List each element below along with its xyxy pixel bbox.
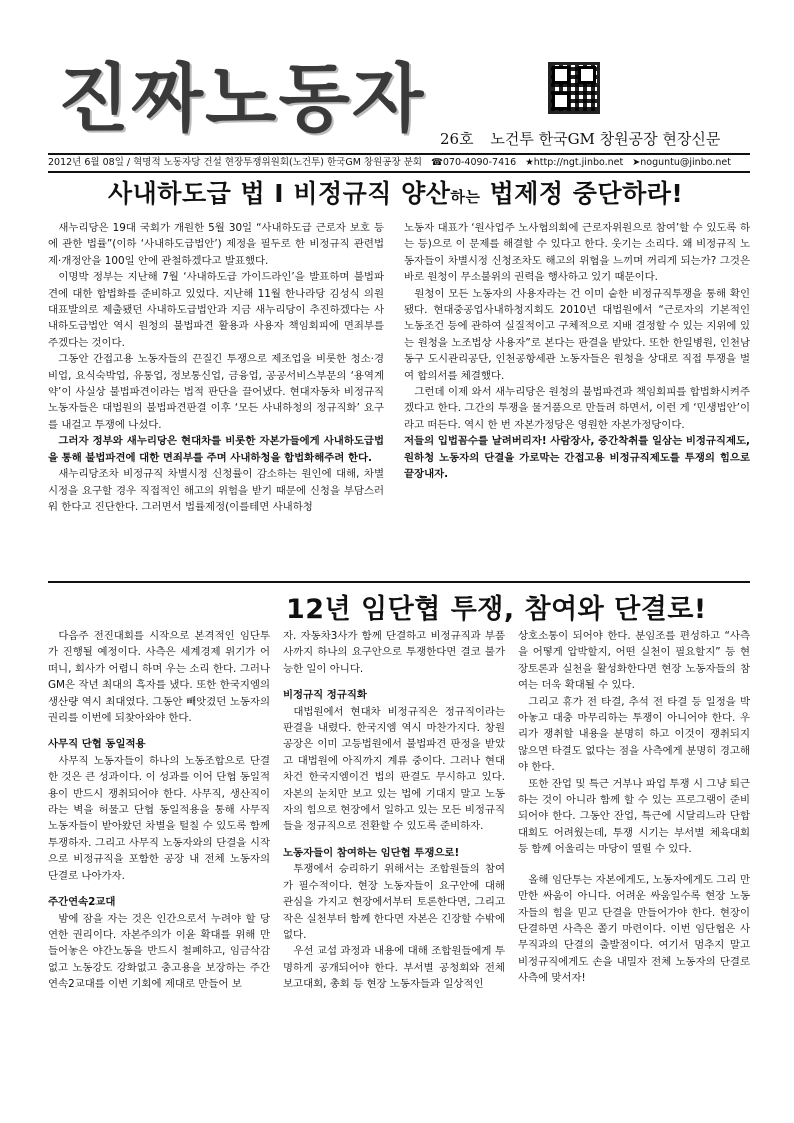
- info-bar: [48, 153, 750, 173]
- paragraph: 그동안 간접고용 노동자들의 끈질긴 투쟁으로 제조업을 비롯한 청소·경비업, 요식숙박업, 유통업, 정보통신업, 금융업, 공공서비스부문의 ‘용역계약’이 사실상 불법파견이라는 법적 판단을 끌어냈다. 현대자동차 비정규직 노동자들은 대법원의 불법파견판결 이후 ‘모든 사내하청의 정규직화’ 요구를 내걸고 투쟁에 나섰다.: [48, 353, 384, 431]
- paragraph: 새누리당은 19대 국회가 개원한 5월 30일 “사내하도급 근로자 보호 등에 관한 법률”(이하 ‘사내하도급법안’) 제정을 필두로 한 비정규직 관련법 제·개정안을 100일 안에 관철하겠다고 발표했다.: [48, 222, 384, 267]
- issue-number: 26호: [440, 130, 474, 148]
- paragraph: 올해 임단투는 자본에게도, 노동자에게도 그리 만만한 싸움이 아니다. 어려운 싸움일수록 현장 노동자들의 힘을 믿고 단결을 만들어가야 한다. 현장이 단결하면 사측은 쫄기 마련이다. 이번 임단협은 사무직과의 단결의 출발점이다. 여기서 멈추지 말고 비정규직에게도 손을 내밀자 전체 노동자의 단결로 사측에 맞서자!: [518, 873, 750, 985]
- subheading: 노동자들이 참여하는 임단협 투쟁으로!: [283, 846, 460, 859]
- subheading: 주간연속2교대: [48, 896, 116, 909]
- paragraph: 다음주 전진대회를 시작으로 본격적인 임단투가 진행될 예정이다. 사측은 세계경제 위기가 어떠니, 회사가 어렵니 하며 우는 소리 한다. 그러나 GM은 작년 최대의 흑자를 냈다. 또한 한국지엠의 생산량 역시 최대였다. 그동안 빼앗겼던 노동자의 권리를 이번에 되찾아와야 한다.: [48, 630, 270, 725]
- paragraph: 사무직 노동자들이 하나의 노동조합으로 단결한 것은 큰 성과이다. 이 성과를 이어 단협 동일적용이 반드시 쟁취되어야 한다. 사무직, 생산직이라는 벽을 허물고 단협 동일적용을 통해 사무직 노동자들이 받아왔던 차별을 털칠 수 있도록 함께 투쟁하자. 그리고 사무직 노동자와의 단결을 시작으로 비정규직을 포함한 공장 내 전체 노동자의 단결로 나아가자.: [48, 754, 270, 882]
- paragraph: 그리고 휴가 전 타결, 추석 전 타결 등 일정을 박아놓고 대충 마무리하는 투쟁이 아니어야 한다. 우리가 쟁취할 내용을 분명히 하고 이것이 쟁취되지 않으면 타결도 없다는 점을 사측에게 분명히 경고해야 한다.: [518, 695, 750, 774]
- paragraph: 대법원에서 현대차 비정규직은 정규직이라는 판결을 내렸다. 한국지엠 역시 마찬가지다. 창원공장은 이미 고등법원에서 불법파견 판정을 받았고 대법원에 아직까지 계류 중이다. 그러나 현대차건 한국지엠이건 법의 판결도 무시하고 있다. 자본의 눈치만 보고 있는 법에 기대지 말고 노동자의 힘으로 현장에서 일하고 있는 모든 비정규직들을 정규직으로 전환할 수 있도록 준비하자.: [283, 705, 505, 833]
- paragraph: 밤에 잠을 자는 것은 인간으로서 누려야 할 당연한 권리이다. 자본주의가 이윤 확대를 위해 만들어놓은 야간노동을 반드시 철폐하고, 임금삭감 없고 노동강도 강화없고 충고용을 보장하는 주간연속2교대를 이번 기회에 제대로 만들어 보: [48, 912, 270, 991]
- article2-column-1: [48, 628, 270, 993]
- emphasis-paragraph: 저들의 입법꼼수를 날려버리자! 사람장사, 중간착취를 일삼는 비정규직제도, 원하청 노동자의 단결을 가로막는 간접고용 비정규직제도를 투쟁의 힘으로 끝장내자.: [404, 435, 750, 481]
- paragraph: 새누리당조차 비정규직 차별시정 신청률이 감소하는 원인에 대해, 차별시정을 요구할 경우 직접적인 해고의 위험을 받기 때문에 신청을 부담스러워 한다고 진단한다. 그러면서 법률제정(이를테면 사내하청: [48, 468, 384, 513]
- paragraph: 노동자 대표가 ‘원사업주 노사협의회에 근로자위원으로 참여’할 수 있도록 하는 등)으로 이 문제를 해결할 수 있다고 한다. 웃기는 소리다. 왜 비정규직 노동자들이 차별시정 신청조차도 해고의 위협을 느끼며 꺼리게 되는가? 그것은 바로 원청이 무소불위의 권력을 행사하고 있기 때문이다.: [404, 222, 750, 284]
- section-divider: [48, 581, 750, 583]
- article1-headline: 사내하도급 법 Ⅰ 비정규직 양산하는 법제정 중단하라!: [108, 179, 684, 208]
- article1-right-column: [404, 220, 750, 483]
- paragraph: 원청이 모든 노동자의 사용자라는 건 이미 숱한 비정규직투쟁을 통해 확인됐다. 현대중공업사내하청지회도 2010년 대법원에서 “근로자의 기본적인 노동조건 등에 관하여 실질적이고 구체적으로 지배 결정할 수 있는 지위에 있는 원청을 노조법상 사용자”로 본다는 판결을 받았다. 또한 한일병원, 인천남동구 도시관리공단, 인천공항세관 노동자들은 원청을 상대로 직접 투쟁을 벌여 합의서를 체결했다.: [404, 287, 750, 382]
- subheading: 사무직 단협 동일적용: [48, 738, 146, 751]
- paragraph: 우선 교섭 과정과 내용에 대해 조합원들에게 투명하게 공개되어야 한다. 부서별 공청회와 전체 보고대회, 총회 등 현장 노동자들과 일상적인: [283, 945, 505, 991]
- masthead-title: 진짜노동자: [58, 56, 426, 142]
- info-email-link[interactable]: ➤noguntu@jinbo.net: [632, 157, 731, 168]
- paragraph: 투쟁에서 승리하기 위해서는 조합원들의 참여가 필수적이다. 현장 노동자들이 요구안에 대해 관심을 가지고 현장에서부터 토론한다면, 그리고 작은 실천부터 함께 한다면 자본은 긴장할 수밖에 없다.: [283, 863, 505, 941]
- paragraph: 또한 잔업 및 특근 거부나 파업 투쟁 시 그냥 퇴근하는 것이 아니라 함께 할 수 있는 프로그램이 준비되어야 한다. 그동안 잔업, 특근에 시달리느라 단합대회도 어려웠는데, 투쟁 시기는 부서별 체육대회 등 함께 어울리는 마당이 열릴 수 있다.: [518, 777, 750, 856]
- subheading: 비정규직 정규직화: [283, 689, 367, 702]
- paragraph: 자. 자동차3사가 함께 단결하고 비정규직과 부품사까지 하나의 요구안으로 투쟁한다면 결코 불가능한 일이 아니다.: [283, 630, 505, 675]
- info-web-link[interactable]: ★http://ngt.jinbo.net: [525, 157, 624, 168]
- article2-column-3: [518, 628, 750, 987]
- info-date: 2012년 6월 08일 / 혁명적 노동자당 건설 현장투쟁위원회(노건투) 한국GM 창원공장 분회: [48, 157, 422, 168]
- paragraph: 이명박 정부는 지난해 7월 ‘사내하도급 가이드라인’을 발표하며 불법파견에 대한 합법화를 준비하고 있었다. 지난해 11월 한나라당 김성식 의원 대표발의로 제출됐던 사내하도급법안과 지금 새누리당이 추진하겠다는 사내하도급법안 역시 원청의 불법파견 활용과 사용자 책임회피에 면죄부를 주겠다는 것이다.: [48, 271, 384, 349]
- paragraph: 그런데 이제 와서 새누리당은 원청의 불법파견과 책임회피를 합법화시켜주겠다고 한다. 그간의 투쟁을 물거품으로 만들려 하면서, 이런 게 ‘민생법안’이라고 떠든다. 역시 한 번 자본가정당은 영원한 자본가정당이다.: [404, 386, 750, 431]
- paragraph: 상호소통이 되어야 한다. 분임조를 편성하고 “사측을 어떻게 압박할지, 어떤 실천이 필요할지” 등 현장토론과 실천을 활성화한다면 현장 노동자들의 참여는 더욱 확대될 수 있다.: [518, 630, 750, 692]
- info-phone: ☎070-4090-7416: [431, 157, 517, 168]
- issue-line: [440, 128, 732, 149]
- article2-headline: 12년 임단협 투쟁, 참여와 단결로!: [286, 594, 707, 625]
- qr-code-icon: [548, 62, 600, 114]
- emphasis-paragraph: 그러자 정부와 새누리당은 현대차를 비롯한 자본가들에게 사내하도급법을 통해 불법파견에 대한 면죄부를 주며 사내하청을 합법화해주려 한다.: [48, 435, 384, 464]
- article1-left-column: [48, 220, 384, 515]
- publisher: 노건투 한국GM 창원공장 현장신문: [490, 130, 721, 148]
- article2-column-2: [283, 628, 505, 993]
